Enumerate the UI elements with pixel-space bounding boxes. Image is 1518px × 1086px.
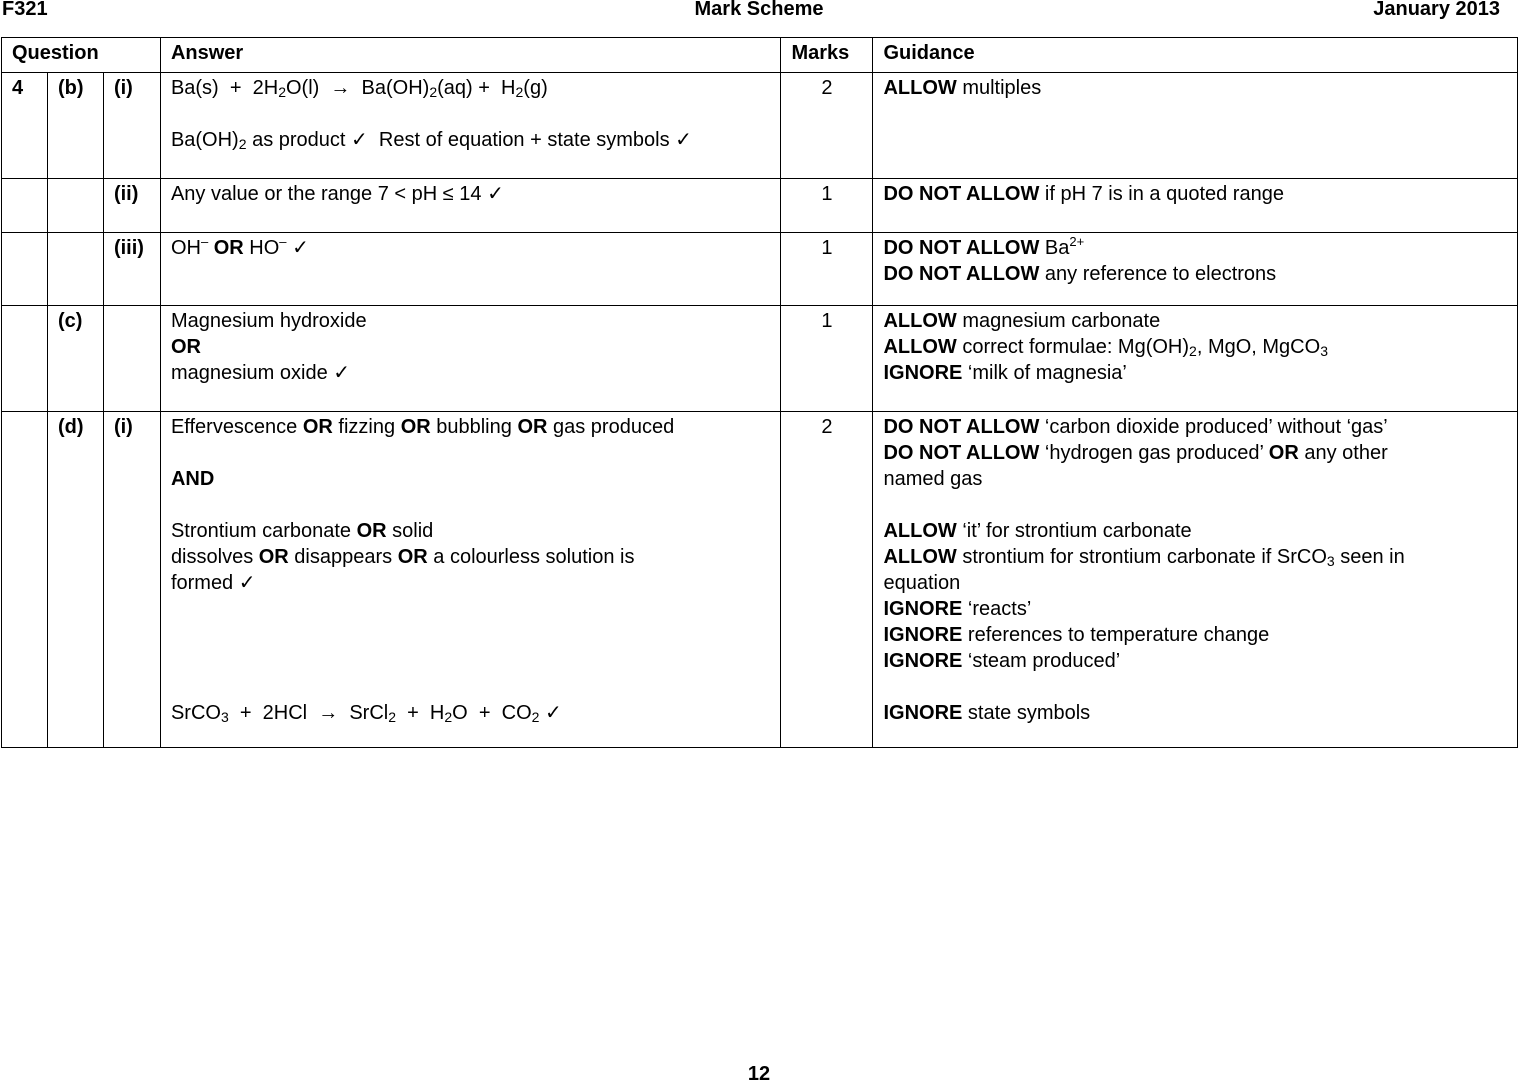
question-number — [2, 233, 48, 306]
guidance-cell — [873, 233, 1518, 306]
column-header-marks: Marks — [781, 38, 873, 73]
page-number: 12 — [747, 1063, 771, 1085]
guidance-line: IGNORE ‘steam produced’ — [883, 650, 1121, 672]
guidance-line: named gas — [883, 468, 983, 490]
question-part: (b) — [47, 73, 103, 179]
marks-cell: 1 — [781, 179, 873, 233]
marks-cell: 2 — [781, 412, 873, 748]
guidance-line: ALLOW correct formulae: $Mg(OH)_2$, MgO, MgCO$_3$ — [883, 336, 1328, 359]
guidance-line: DO NOT ALLOW ‘hydrogen gas produced’ OR any other — [883, 442, 1388, 464]
column-header-answer: Answer — [160, 38, 781, 73]
marks-cell: 1 — [781, 233, 873, 306]
table-header-row — [2, 38, 1518, 73]
guidance-line: DO NOT ALLOW $Ba^{2+}$ — [883, 234, 1085, 259]
guidance-line: IGNORE ‘reacts’ — [883, 598, 1032, 620]
table-row — [2, 233, 1518, 306]
answer-cell — [160, 412, 781, 748]
guidance-line: IGNORE references to temperature change — [883, 624, 1270, 646]
question-number — [2, 306, 48, 412]
question-part: (c) — [47, 306, 103, 412]
answer-line: Strontium carbonate OR solid — [170, 520, 434, 542]
answer-marking-points: $Ba(OH)_2$ as product ✓ Rest of equation + state symbols ✓ — [170, 129, 692, 152]
answer-cell — [160, 233, 781, 306]
answer-equation: $Ba(s) + 2H_2O(l) \to Ba(OH)_2(aq) + H_2(g)$ — [170, 77, 548, 100]
header-code: F321 — [2, 0, 48, 20]
header-title: Mark Scheme — [694, 0, 824, 20]
column-header-question: Question — [2, 38, 161, 73]
guidance-line: equation — [883, 572, 961, 594]
answer-line: magnesium oxide ✓ — [170, 362, 350, 384]
answer-cell — [160, 73, 781, 179]
guidance-line: ALLOW multiples — [883, 77, 1042, 99]
guidance-cell — [873, 179, 1518, 233]
question-subpart: (i) — [103, 73, 160, 179]
table-row — [2, 179, 1518, 233]
guidance-line: DO NOT ALLOW ‘carbon dioxide produced’ without ‘gas’ — [883, 416, 1388, 438]
question-subpart: (ii) — [103, 179, 160, 233]
table-row — [2, 306, 1518, 412]
answer-line: Magnesium hydroxide — [170, 310, 367, 332]
answer-line: Effervescence OR fizzing OR bubbling OR gas produced — [170, 416, 675, 438]
question-subpart: (i) — [103, 412, 160, 748]
marks-cell: 2 — [781, 73, 873, 179]
answer-equation: SrCO$_3$ + 2HCl → SrCl$_2$ + $H_2O + CO_2$ ✓ — [170, 702, 562, 725]
mark-scheme-table — [1, 37, 1518, 748]
guidance-cell — [873, 306, 1518, 412]
question-part: (d) — [47, 412, 103, 748]
question-number: 4 — [2, 73, 48, 179]
marks-cell: 1 — [781, 306, 873, 412]
answer-line: formed ✓ — [170, 572, 256, 594]
question-part — [47, 179, 103, 233]
header-date: January 2013 — [1373, 0, 1500, 20]
guidance-line: DO NOT ALLOW any reference to electrons — [883, 263, 1277, 285]
question-number — [2, 412, 48, 748]
answer-cell — [160, 306, 781, 412]
question-part — [47, 233, 103, 306]
answer-line: AND — [170, 468, 215, 490]
guidance-line: ALLOW magnesium carbonate — [883, 310, 1161, 332]
answer-cell — [160, 179, 781, 233]
guidance-line: ALLOW ‘it’ for strontium carbonate — [883, 520, 1192, 542]
column-header-guidance: Guidance — [873, 38, 1518, 73]
table-row — [2, 73, 1518, 179]
answer-line: OR — [170, 336, 201, 358]
guidance-line: ALLOW strontium for strontium carbonate if SrCO$_3$ seen in — [883, 546, 1405, 569]
question-subpart — [103, 306, 160, 412]
answer-line: Any value or the range 7 < pH ≤ 14 ✓ — [170, 183, 504, 205]
guidance-cell — [873, 412, 1518, 748]
guidance-line: DO NOT ALLOW if pH 7 is in a quoted range — [883, 183, 1284, 205]
question-subpart: (iii) — [103, 233, 160, 306]
guidance-cell — [873, 73, 1518, 179]
answer-line: OH– OR HO– ✓ — [170, 234, 309, 259]
guidance-line: IGNORE state symbols — [883, 702, 1091, 724]
question-number — [2, 179, 48, 233]
table-row — [2, 412, 1518, 748]
guidance-line: IGNORE ‘milk of magnesia’ — [883, 362, 1127, 384]
answer-line: dissolves OR disappears OR a colourless solution is — [170, 546, 635, 568]
